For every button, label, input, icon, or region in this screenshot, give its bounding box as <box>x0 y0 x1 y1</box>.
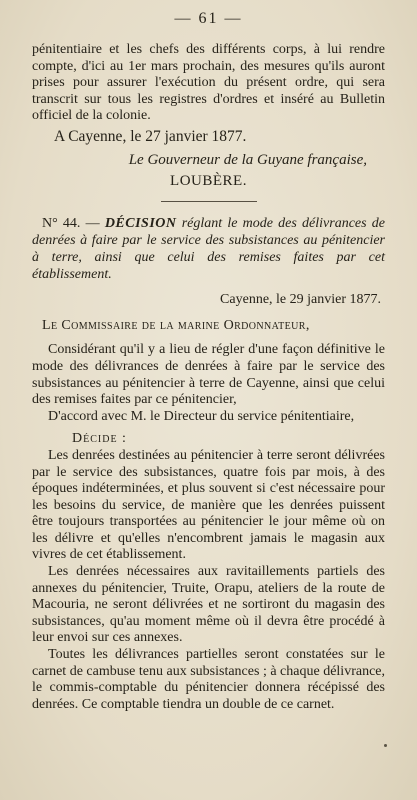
decision-place-date: Cayenne, le 29 janvier 1877. <box>220 292 381 308</box>
article-paragraph-3: Toutes les délivrances partielles seront constatées sur le carnet de cambuse tenu aux subsistances ; à chaque délivrance, le commis-comptable du pénitencier donnera récépissé des denrées. Ce comptable tiendra un double de ce carnet. <box>32 647 385 712</box>
ink-speck <box>384 744 387 747</box>
decision-heading <box>32 215 385 283</box>
signature-date: A Cayenne, le 27 janvier 1877. <box>54 127 247 145</box>
article-paragraph-1: Les denrées destinées au pénitencier à terre seront délivrées par le service des subsistances, quatre fois par mois, à des époques indéterminées, et plus souvent si c'est nécessaire pour les besoins du service, de manière que les denrées puissent être toujours transportées au pénitencier le jour même où on les délivre et qu'elles n'encombrent jamais le magasin aux vivres de cet établissement. <box>32 447 385 563</box>
decision-number: N° 44. — <box>42 216 100 232</box>
signature-role: Le Gouverneur de la Guyane française, <box>128 151 367 168</box>
decision-title: DÉCISION <box>104 216 177 232</box>
signature-name: LOUBÈRE. <box>170 172 247 189</box>
section-divider <box>161 201 257 202</box>
decision-body <box>32 342 385 713</box>
article-paragraph-2: Les denrées nécessaires aux ravitaillements partiels des annexes du pénitencier, Truite, Orapu, ateliers de la route de Macouria, ne seront délivrées et ne sortiront du magasin des subsistances, qu'au moment même où il devra être procédé à leur envoi sur ces annexes. <box>32 564 385 646</box>
continuation-paragraph: pénitentiaire et les chefs des différents corps, à lui rendre compte, d'ici au 1er mars prochain, des mesures qu'ils auront prises pour assurer l'exécution du présent ordre, qui sera transcrit sur tous les registres d'ordres et inséré au Bulletin officiel de la colonie. <box>32 42 385 124</box>
considerant-paragraph: Considérant qu'il y a lieu de régler d'une façon définitive le mode des délivrances de denrées à faire par le service des subsistances au pénitencier à terre de Cayenne, ainsi que celui des remises faites par ce pénitencier, <box>32 342 385 408</box>
page-number: — 61 — <box>174 10 243 27</box>
decision-description: réglant le mode des délivrances de denrées à faire par le service des subsistances au pénitencier à terre, ainsi que celui des remises faites par cet établissement. <box>32 216 385 283</box>
commissaire-heading: Le Commissaire de la marine Ordonnateur, <box>42 317 310 333</box>
decide-heading: Décide : <box>72 431 127 447</box>
accord-paragraph: D'accord avec M. le Directeur du service pénitentiaire, <box>48 408 355 424</box>
